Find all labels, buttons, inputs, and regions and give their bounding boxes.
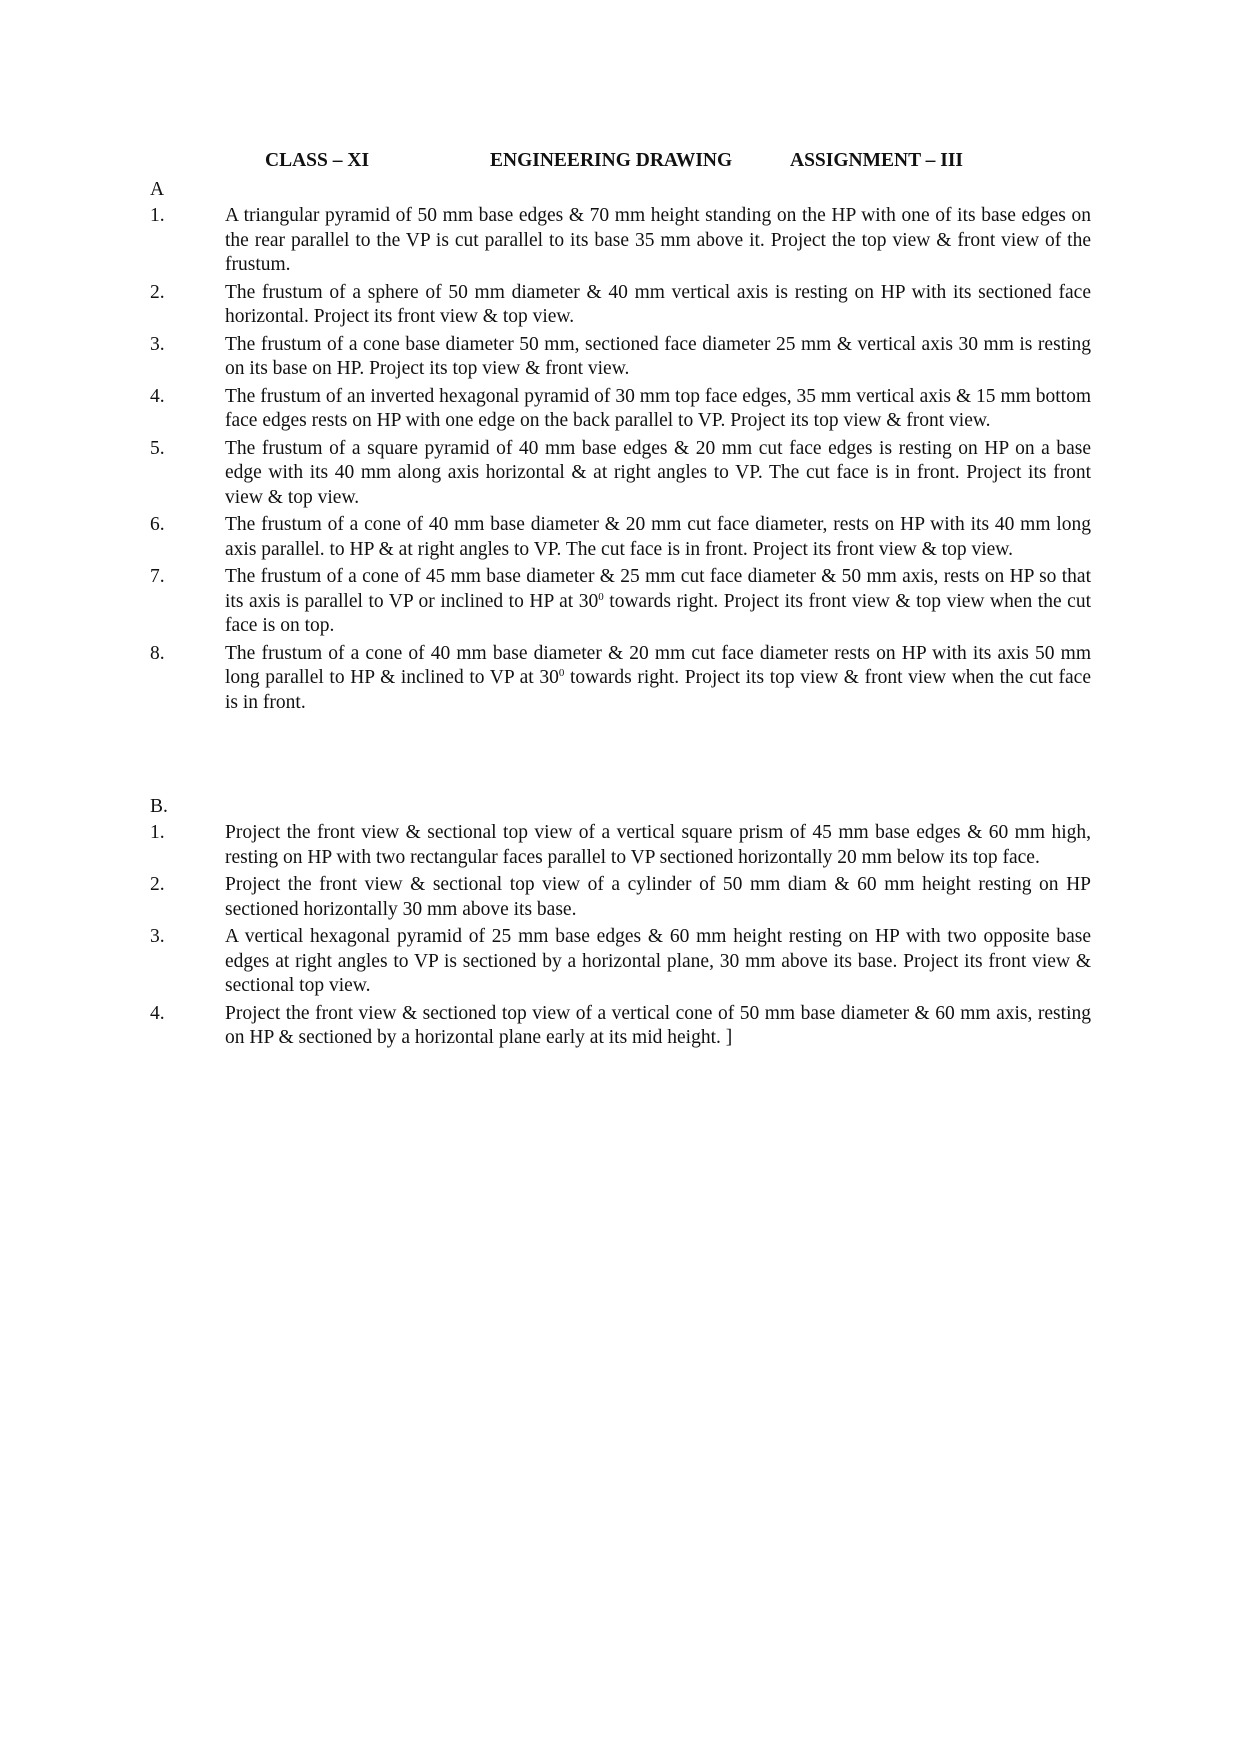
question-a2 bbox=[150, 281, 1091, 330]
question-number: 8. bbox=[150, 642, 165, 664]
question-text: The frustum of a cone of 40 mm base diameter & 20 mm cut face diameter, rests on HP with its 40 mm long axis parallel. to HP & at right angles to VP. The cut face is in front. Project its front view & top view. bbox=[225, 514, 1091, 560]
question-text-part: The frustum of a cone of 40 mm base diameter & 20 mm cut face diameter rests on HP with its axis 50 mm long parallel to HP & inclined to VP at 30 bbox=[225, 642, 1091, 688]
question-text-part: The frustum of a cone of 45 mm base diameter & 25 mm cut face diameter & 50 mm axis, rests on HP so that its axis is parallel to VP or inclined to HP at 30 bbox=[225, 566, 1091, 612]
question-text-part: towards right. Project its top view & front view when the cut face is in front. bbox=[225, 667, 1091, 713]
class-label: CLASS – XI bbox=[265, 150, 370, 171]
question-text: The frustum of a sphere of 50 mm diameter & 40 mm vertical axis is resting on HP with its sectioned face horizontal. Project its front view & top view. bbox=[225, 281, 1091, 327]
question-a5 bbox=[150, 437, 1091, 511]
question-number: 2. bbox=[150, 874, 165, 895]
question-text: A vertical hexagonal pyramid of 25 mm base edges & 60 mm height resting on HP with two opposite base edges at right angles to VP is sectioned by a horizontal plane, 30 mm above its base. Project its front view & sectional top view. bbox=[225, 926, 1091, 996]
assignment-title: ASSIGNMENT – III bbox=[790, 150, 964, 171]
question-a6 bbox=[150, 513, 1091, 562]
question-text: A triangular pyramid of 50 mm base edges & 70 mm height standing on the HP with one of its base edges on the rear parallel to the VP is cut parallel to its base 35 mm above it. Project the top view & front view of the frustum. bbox=[225, 205, 1091, 275]
section-a-label: A bbox=[150, 179, 165, 200]
question-number: 1. bbox=[150, 822, 165, 843]
question-a4 bbox=[150, 385, 1091, 434]
question-text: The frustum of a square pyramid of 40 mm base edges & 20 mm cut face edges is resting on HP on a base edge with its 40 mm along axis horizontal & at right angles to VP. The cut face is in front. Project its front view & top view. bbox=[225, 437, 1091, 508]
question-a1 bbox=[150, 204, 1091, 278]
question-text: The frustum of an inverted hexagonal pyramid of 30 mm top face edges, 35 mm vertical axis & 15 mm bottom face edges rests on HP with one edge on the back parallel to VP. Project its top view & front view. bbox=[225, 385, 1091, 431]
degree-superscript: 0 bbox=[598, 590, 604, 603]
question-text: Project the front view & sectioned top view of a vertical cone of 50 mm base diameter & 60 mm axis, resting on HP & sectioned by a horizontal plane early at its mid height. ] bbox=[225, 1002, 1091, 1048]
question-number: 3. bbox=[150, 333, 165, 355]
question-b1 bbox=[150, 821, 1091, 870]
question-text-part: towards right. Project its front view & top view when the cut face is on top. bbox=[225, 590, 1091, 636]
question-number: 3. bbox=[150, 926, 165, 947]
subject-title: ENGINEERING DRAWING bbox=[490, 150, 733, 171]
question-text bbox=[225, 565, 1091, 639]
section-b bbox=[150, 795, 1091, 1054]
section-b-label: B. bbox=[150, 796, 168, 817]
question-number: 6. bbox=[150, 514, 165, 535]
question-number: 4. bbox=[150, 1002, 165, 1024]
question-number: 5. bbox=[150, 437, 165, 459]
question-a7 bbox=[150, 565, 1091, 639]
question-text: Project the front view & sectional top view of a vertical square prism of 45 mm base edges & 60 mm high, resting on HP with two rectangular faces parallel to VP sectioned horizontally 20 mm below its top face. bbox=[225, 822, 1091, 868]
question-text bbox=[225, 642, 1091, 716]
section-a bbox=[150, 178, 1091, 718]
question-b2 bbox=[150, 873, 1091, 922]
question-a3 bbox=[150, 333, 1091, 382]
question-number: 1. bbox=[150, 205, 165, 226]
question-text: The frustum of a cone base diameter 50 mm, sectioned face diameter 25 mm & vertical axis 30 mm is resting on its base on HP. Project its top view & front view. bbox=[225, 333, 1091, 379]
question-a8 bbox=[150, 642, 1091, 716]
question-number: 7. bbox=[150, 566, 165, 587]
document-header bbox=[0, 150, 1241, 176]
question-number: 4. bbox=[150, 385, 165, 407]
degree-superscript: 0 bbox=[558, 667, 565, 679]
question-b3 bbox=[150, 925, 1091, 999]
question-b4 bbox=[150, 1002, 1091, 1051]
question-text: Project the front view & sectional top view of a cylinder of 50 mm diam & 60 mm height resting on HP sectioned horizontally 30 mm above its base. bbox=[225, 874, 1091, 920]
question-number: 2. bbox=[150, 281, 165, 303]
